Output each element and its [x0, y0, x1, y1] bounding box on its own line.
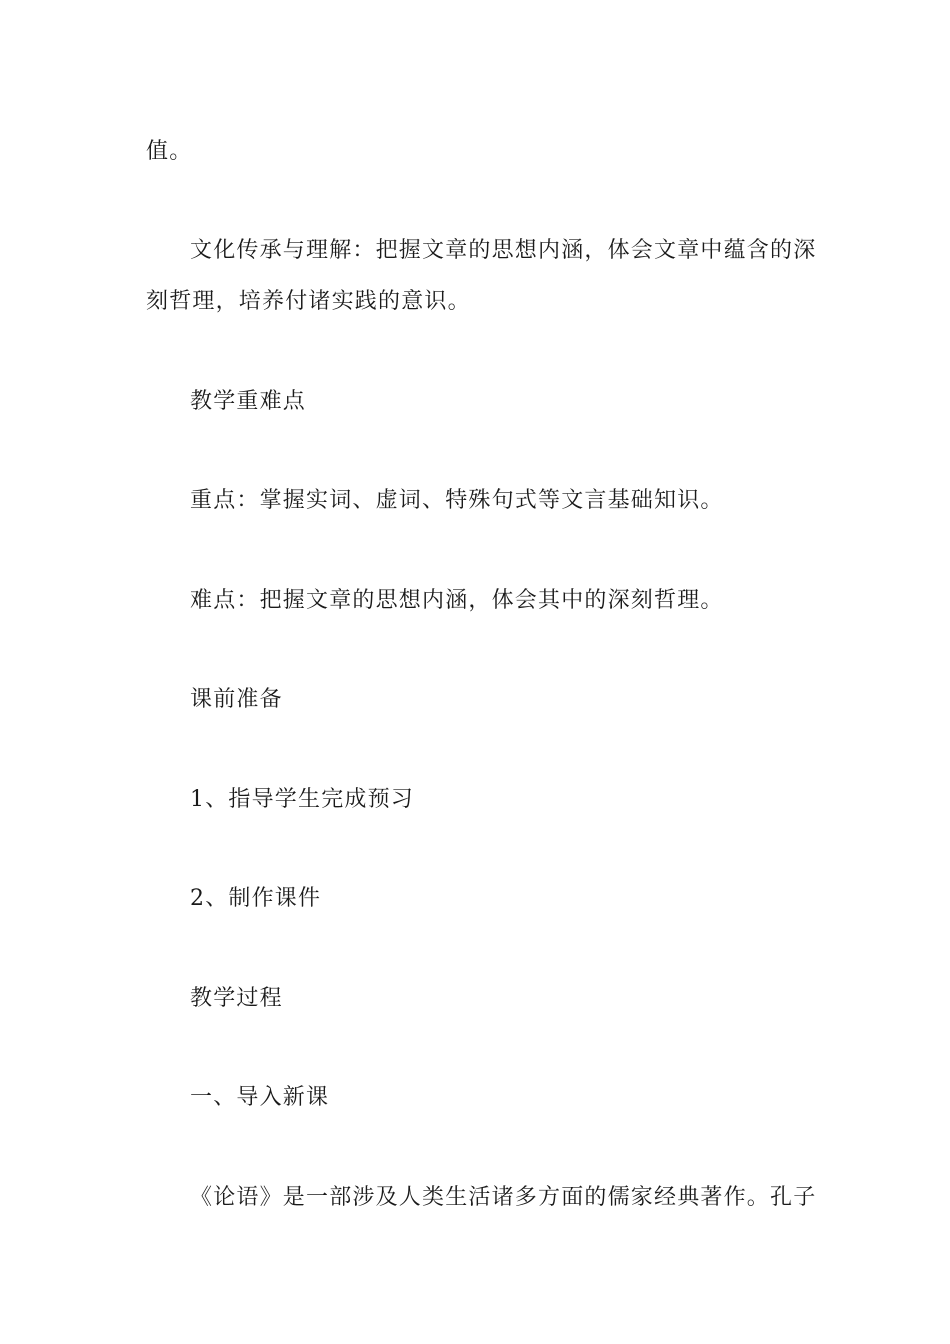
list-item-preview: 1、指导学生完成预习 — [190, 787, 414, 812]
heading-teaching-process: 教学过程 — [190, 986, 283, 1011]
paragraph-continuation: 值。 — [146, 139, 193, 164]
paragraph-difficult-points: 难点：把握文章的思想内涵，体会其中的深刻哲理。 — [190, 588, 724, 613]
heading-key-difficulties: 教学重难点 — [190, 389, 307, 414]
paragraph-culture-line-2: 刻哲理，培养付诸实践的意识。 — [146, 289, 471, 314]
paragraph-culture-line-1: 文化传承与理解：把握文章的思想内涵，体会文章中蕴含的深 — [190, 238, 817, 263]
heading-introduction: 一、导入新课 — [190, 1085, 330, 1110]
list-item-courseware: 2、制作课件 — [190, 886, 322, 911]
heading-preparation: 课前准备 — [190, 687, 283, 712]
paragraph-analects-intro: 《论语》是一部涉及人类生活诸多方面的儒家经典著作。孔子 — [190, 1185, 817, 1210]
paragraph-key-points: 重点：掌握实词、虚词、特殊句式等文言基础知识。 — [190, 488, 724, 513]
